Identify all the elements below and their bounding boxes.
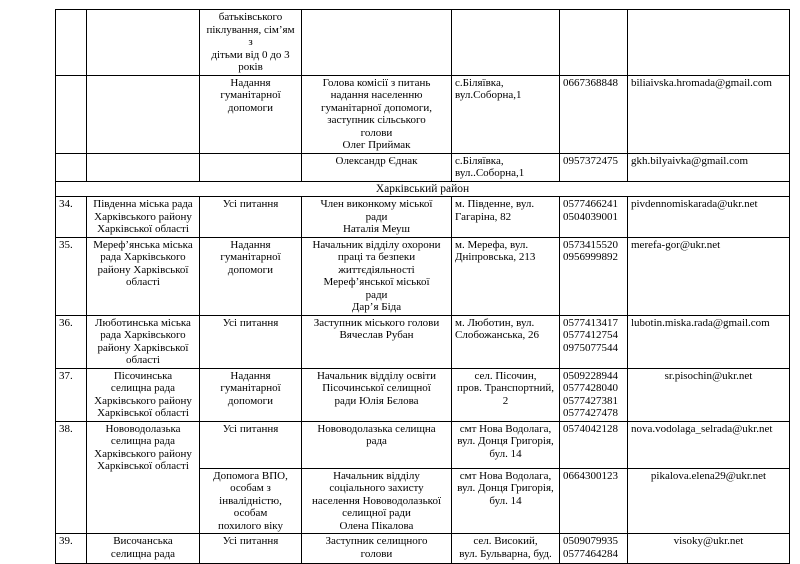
phone-cell: 0509228944 0577428040 0577427381 0577427478 (560, 368, 628, 421)
phone-cell: 0577413417 0577412754 0975077544 (560, 315, 628, 368)
email-cell: pikalova.elena29@ukr.net (628, 468, 790, 534)
num-cell: 37. (56, 368, 87, 421)
email-cell: nova.vodolaga_selrada@ukr.net (628, 421, 790, 468)
table-row (56, 368, 790, 421)
address-cell: м. Люботин, вул. Слобожанська, 26 (452, 315, 560, 368)
org-cell: Височанська селищна рада (87, 534, 200, 564)
service-cell: батьківського піклування, сім’ям з дітьми від 0 до 3 років (200, 10, 302, 76)
phone-cell: 0573415520 0956999892 (560, 237, 628, 315)
num-cell: 36. (56, 315, 87, 368)
address-cell (452, 10, 560, 76)
num-cell: 38. (56, 421, 87, 534)
service-cell: Надання гуманітарної допомоги (200, 75, 302, 153)
service-cell: Усі питання (200, 315, 302, 368)
org-cell: Люботинська міська рада Харківського району Харківської області (87, 315, 200, 368)
email-cell: gkh.bilyaivka@gmail.com (628, 153, 790, 181)
org-cell (87, 153, 200, 181)
phone-cell: 0577466241 0504039001 (560, 197, 628, 238)
service-cell: Усі питання (200, 421, 302, 468)
num-cell (56, 10, 87, 76)
email-cell: sr.pisochin@ukr.net (628, 368, 790, 421)
table-row (56, 10, 790, 76)
address-cell: сел. Пісочин, пров. Транспортний, 2 (452, 368, 560, 421)
table-row (56, 421, 790, 468)
person-cell: Голова комісії з питань надання населенню гуманітарної допомоги, заступник сільського голови Олег Приймак (302, 75, 452, 153)
address-cell: смт Нова Водолага, вул. Донця Григорія, бул. 14 (452, 468, 560, 534)
num-cell: 35. (56, 237, 87, 315)
address-cell: с.Біляївка, вул.Соборна,1 (452, 75, 560, 153)
org-cell (87, 75, 200, 153)
email-cell: lubotin.miska.rada@gmail.com (628, 315, 790, 368)
org-cell: Південна міська рада Харківського району Харківської області (87, 197, 200, 238)
table-row (56, 534, 790, 564)
phone-cell: 0664300123 (560, 468, 628, 534)
table-row (56, 237, 790, 315)
email-cell: biliaivska.hromada@gmail.com (628, 75, 790, 153)
address-cell: с.Біляївка, вул..Соборна,1 (452, 153, 560, 181)
person-cell: Начальник відділу охорони праці та безпеки життєдіяльності Мереф’янської міської ради Дар’я Біда (302, 237, 452, 315)
phone-cell: 0667368848 (560, 75, 628, 153)
person-cell: Заступник селищного голови (302, 534, 452, 564)
table-row (56, 197, 790, 238)
address-cell: м. Мерефа, вул. Дніпровська, 213 (452, 237, 560, 315)
service-cell: Надання гуманітарної допомоги (200, 368, 302, 421)
service-cell: Допомога ВПО, особам з інвалідністю, особам похилого віку (200, 468, 302, 534)
num-cell (56, 75, 87, 153)
num-cell: 39. (56, 534, 87, 564)
address-cell: м. Південне, вул. Гагаріна, 82 (452, 197, 560, 238)
district-header-row (56, 181, 790, 197)
org-cell: Пісочинська селищна рада Харківського району Харківської області (87, 368, 200, 421)
address-cell: смт Нова Водолага, вул. Донця Григорія, бул. 14 (452, 421, 560, 468)
district-title: Харківський район (56, 181, 790, 197)
person-cell: Начальник відділу соціального захисту населення Нововодолазької селищної ради Олена Пікалова (302, 468, 452, 534)
person-cell: Олександр Єднак (302, 153, 452, 181)
phone-cell: 0957372475 (560, 153, 628, 181)
email-cell: visoky@ukr.net (628, 534, 790, 564)
table-row (56, 153, 790, 181)
address-cell: сел. Високий, вул. Бульварна, буд. (452, 534, 560, 564)
person-cell: Нововодолазька селищна рада (302, 421, 452, 468)
person-cell: Заступник міського голови Вячеслав Рубан (302, 315, 452, 368)
person-cell: Член виконкому міської ради Наталія Меуш (302, 197, 452, 238)
num-cell (56, 153, 87, 181)
email-cell (628, 10, 790, 76)
table-row (56, 315, 790, 368)
org-cell: Мереф’янська міська рада Харківського району Харківської області (87, 237, 200, 315)
email-cell: pivdennomiskarada@ukr.net (628, 197, 790, 238)
phone-cell (560, 10, 628, 76)
service-cell: Надання гуманітарної допомоги (200, 237, 302, 315)
service-cell: Усі питання (200, 197, 302, 238)
phone-cell: 0574042128 (560, 421, 628, 468)
person-cell (302, 10, 452, 76)
contacts-table (55, 9, 790, 564)
num-cell: 34. (56, 197, 87, 238)
table-row (56, 75, 790, 153)
org-cell (87, 10, 200, 76)
service-cell (200, 153, 302, 181)
org-cell: Нововодолазька селищна рада Харківського району Харківської області (87, 421, 200, 534)
phone-cell: 0509079935 0577464284 (560, 534, 628, 564)
service-cell: Усі питання (200, 534, 302, 564)
email-cell: merefa-gor@ukr.net (628, 237, 790, 315)
person-cell: Начальник відділу освіти Пісочинської селищної ради Юлія Бєлова (302, 368, 452, 421)
